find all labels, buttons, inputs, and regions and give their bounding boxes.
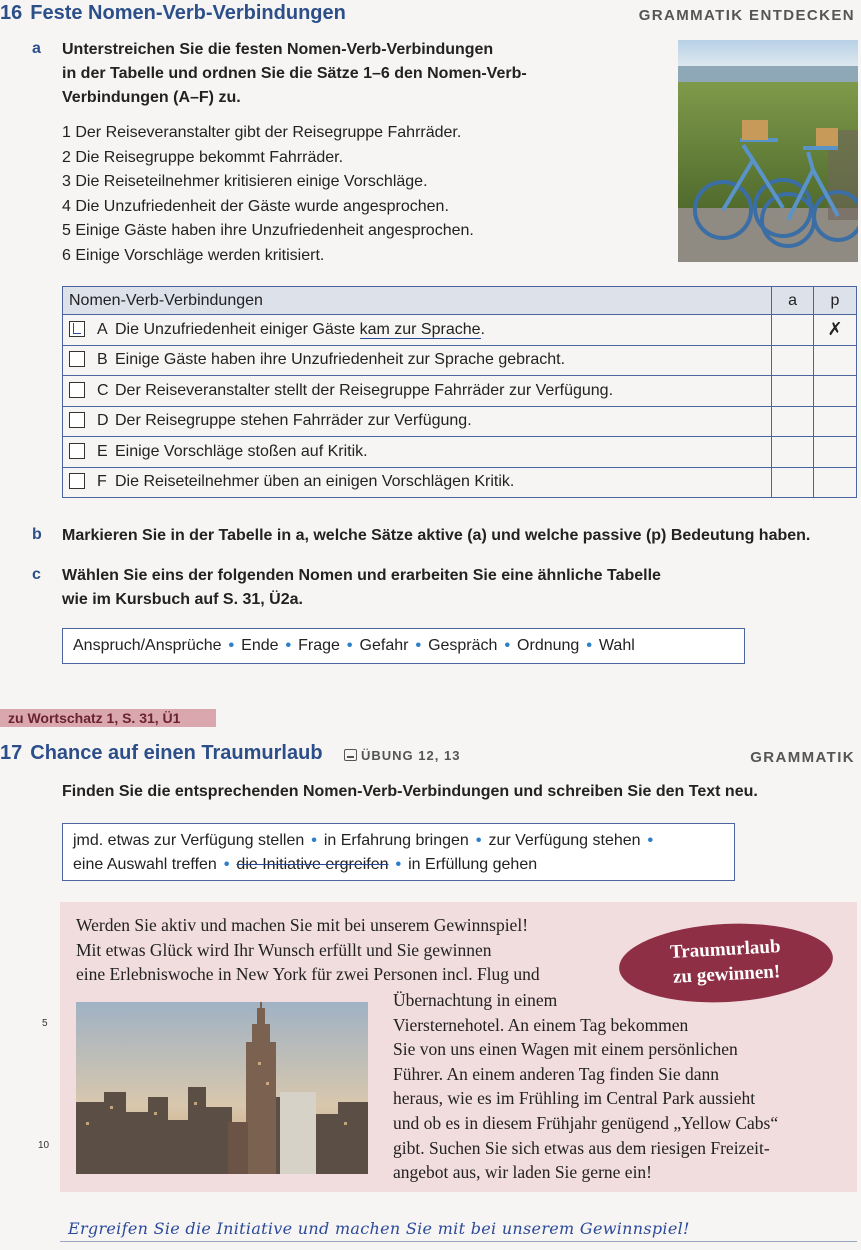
sentence-item: 3 Die Reiseteilnehmer kritisieren einige Vorschläge. xyxy=(62,173,428,191)
bullet-icon: • xyxy=(415,637,422,654)
table-row xyxy=(63,376,857,407)
text-line: Führer. An einem anderen Tag finden Sie dann xyxy=(393,1063,720,1084)
instruction-line: Unterstreichen Sie die festen Nomen-Verb-Verbindungen xyxy=(62,41,494,58)
checkbox[interactable] xyxy=(69,321,85,337)
table-header-row xyxy=(63,287,857,315)
ex17-tag: GRAMMATIK xyxy=(750,749,855,766)
row-letter: D xyxy=(97,412,109,430)
text-line: Werden Sie aktiv und machen Sie mit bei unserem Gewinnspiel! xyxy=(76,915,529,935)
ex16-a-instruction xyxy=(62,38,622,110)
table-cell xyxy=(63,376,772,407)
bullet-icon: • xyxy=(285,637,292,654)
instruction-line: Wählen Sie eins der folgenden Nomen und erarbeiten Sie eine ähnliche Tabelle xyxy=(62,567,661,584)
ex16-tag: GRAMMATIK ENTDECKEN xyxy=(638,7,855,24)
ex17-number: 17 xyxy=(0,742,23,764)
answer-cell-a[interactable] xyxy=(772,315,814,346)
phrase-item: zur Verfügung stehen xyxy=(488,832,641,849)
line-number: 5 xyxy=(42,1018,48,1029)
bullet-icon: • xyxy=(228,637,235,654)
phrase-row xyxy=(73,829,724,853)
table-cell xyxy=(63,467,772,498)
phrase-item: in Erfüllung gehen xyxy=(408,856,538,873)
bullet-icon: • xyxy=(586,637,592,654)
ex16-heading xyxy=(0,2,346,25)
row-letter: F xyxy=(97,473,107,491)
badge-line: zu gewinnen! xyxy=(672,961,781,988)
answer-cell-p[interactable] xyxy=(814,376,857,407)
ex16-b-instruction: Markieren Sie in der Tabelle in a, welche Sätze aktive (a) und welche passive (p) Bedeutung haben. xyxy=(62,527,811,544)
bullet-icon: • xyxy=(223,856,230,873)
underlined-phrase: kam zur Sprache xyxy=(359,320,481,338)
phrase-item: jmd. etwas zur Verfügung stellen xyxy=(73,832,305,849)
answer-cell-a[interactable] xyxy=(772,437,814,468)
answer-cell-p[interactable] xyxy=(814,437,857,468)
bullet-icon: • xyxy=(504,637,511,654)
row-text: Die Unzufriedenheit einiger Gäste xyxy=(115,320,360,338)
noun-item: Anspruch/Ansprüche xyxy=(73,637,222,654)
table-row xyxy=(63,406,857,437)
text-line: angebot aus, wir laden Sie gerne ein! xyxy=(393,1162,653,1183)
text-line: Übernachtung in einem xyxy=(393,990,558,1010)
sentence-item: 6 Einige Vorschläge werden kritisiert. xyxy=(62,246,325,264)
sentence-item: 1 Der Reiseveranstalter gibt der Reisegruppe Fahrräder. xyxy=(62,124,462,141)
table-cell xyxy=(63,406,772,437)
checkbox[interactable] xyxy=(69,443,85,459)
text-line: und ob es in diesem Frühjahr genügend „Yellow Cabs“ xyxy=(393,1112,779,1133)
ex16-number: 16 xyxy=(0,2,23,24)
ex16-b-letter: b xyxy=(32,526,42,543)
nomen-verb-table xyxy=(62,286,857,498)
instruction-line: wie im Kursbuch auf S. 31, Ü2a. xyxy=(62,591,303,608)
bullet-icon: • xyxy=(475,832,482,849)
table-row xyxy=(63,345,857,376)
instruction-line: Verbindungen (A–F) zu. xyxy=(62,89,241,106)
answer-cell-p[interactable] xyxy=(814,345,857,376)
answer-cell-a[interactable] xyxy=(772,345,814,376)
answer-cell-p[interactable] xyxy=(814,467,857,498)
table-header: Nomen-Verb-Verbindungen xyxy=(63,287,772,315)
noun-word-box xyxy=(62,628,745,664)
row-text: Der Reisegruppe stehen Fahrräder zur Verfügung. xyxy=(115,412,472,430)
table-header: p xyxy=(814,287,857,315)
ex16-title: Feste Nomen-Verb-Verbindungen xyxy=(30,2,346,24)
noun-item: Ordnung xyxy=(517,637,580,654)
noun-item: Gespräch xyxy=(428,637,498,654)
text-line: heraus, wie es im Frühling im Central Park aussieht xyxy=(393,1088,756,1109)
answer-cell-a[interactable] xyxy=(772,406,814,437)
sentence-item: 2 Die Reisegruppe bekommt Fahrräder. xyxy=(62,148,344,166)
table-row xyxy=(63,315,857,346)
phrase-row xyxy=(73,853,724,877)
bullet-icon: • xyxy=(311,832,317,849)
wortschatz-reference: zu Wortschatz 1, S. 31, Ü1 xyxy=(0,709,216,727)
row-text: Die Reiseteilnehmer üben an einigen Vorschlägen Kritik. xyxy=(115,473,515,491)
contest-text-top xyxy=(76,913,636,987)
ex17-instruction: Finden Sie die entsprechenden Nomen-Verb-Verbindungen und schreiben Sie den Text neu. xyxy=(62,783,758,800)
text-line: Sie von uns einen Wagen mit einem persönlichen xyxy=(393,1039,738,1060)
phrase-item: eine Auswahl treffen xyxy=(73,856,217,873)
answer-cell-a[interactable] xyxy=(772,376,814,407)
sentence-item: 4 Die Unzufriedenheit der Gäste wurde angesprochen. xyxy=(62,197,449,215)
text-line: eine Erlebniswoche in New York für zwei Personen incl. Flug und xyxy=(76,964,540,985)
table-cell xyxy=(63,315,772,346)
text-line: Viersternehotel. An einem Tag bekommen xyxy=(393,1014,689,1035)
table-cell xyxy=(63,437,772,468)
checkbox[interactable] xyxy=(69,473,85,489)
bullet-icon: • xyxy=(647,832,654,849)
line-number: 10 xyxy=(38,1140,50,1151)
checkbox[interactable] xyxy=(69,412,85,428)
checkbox[interactable] xyxy=(69,382,85,398)
bicycles-photo xyxy=(678,40,858,262)
noun-item: Frage xyxy=(298,637,340,654)
row-text-end: . xyxy=(480,320,485,338)
bullet-icon: • xyxy=(346,637,353,654)
cd-audio-icon xyxy=(344,749,357,761)
phrase-word-box xyxy=(62,823,735,881)
table-cell xyxy=(63,345,772,376)
phrase-item-crossed: die Initiative ergreifen xyxy=(236,856,389,873)
text-line: gibt. Suchen Sie sich etwas aus dem riesigen Freizeit- xyxy=(393,1137,770,1158)
ex16-c-letter: c xyxy=(32,566,41,583)
noun-item: Wahl xyxy=(598,637,635,654)
noun-item: Gefahr xyxy=(359,637,409,654)
sentence-item: 5 Einige Gäste haben ihre Unzufriedenheit angesprochen. xyxy=(62,222,474,240)
ex16-a-letter: a xyxy=(32,40,41,57)
ex17-heading xyxy=(0,742,323,765)
row-text: Einige Gäste haben ihre Unzufriedenheit zur Sprache gebracht. xyxy=(115,351,566,369)
instruction-line: in der Tabelle und ordnen Sie die Sätze 1–6 den Nomen-Verb- xyxy=(62,65,527,82)
new-york-skyline-photo xyxy=(76,1002,368,1174)
ex16-sentence-list xyxy=(62,121,662,269)
checkbox[interactable] xyxy=(69,351,85,367)
answer-cell-p[interactable] xyxy=(814,406,857,437)
table-header: a xyxy=(772,287,814,315)
answer-line xyxy=(60,1241,857,1242)
contest-text-right xyxy=(393,988,853,1185)
ex17-title: Chance auf einen Traumurlaub xyxy=(30,742,323,764)
row-letter: A xyxy=(97,320,108,338)
noun-item: Ende xyxy=(241,637,279,654)
table-row xyxy=(63,467,857,498)
row-text: Einige Vorschläge stoßen auf Kritik. xyxy=(115,442,368,460)
text-line: Mit etwas Glück wird Ihr Wunsch erfüllt und Sie gewinnen xyxy=(76,939,492,960)
answer-cell-p[interactable]: ✗ xyxy=(814,315,857,346)
row-letter: E xyxy=(97,442,108,460)
row-text: Der Reiseveranstalter stellt der Reisegruppe Fahrräder zur Verfügung. xyxy=(115,381,614,399)
ex17-uebung-ref xyxy=(344,748,460,763)
uebung-label: ÜBUNG 12, 13 xyxy=(361,748,461,763)
handwritten-answer: Ergreifen Sie die Initiative und machen Sie mit bei unserem Gewinnspiel! xyxy=(68,1219,690,1238)
table-row xyxy=(63,437,857,468)
ex16-c-instruction xyxy=(62,564,762,612)
bullet-icon: • xyxy=(395,856,402,873)
row-letter: B xyxy=(97,351,108,369)
answer-cell-a[interactable] xyxy=(772,467,814,498)
badge-line: Traumurlaub xyxy=(669,936,782,963)
row-letter: C xyxy=(97,381,109,399)
phrase-item: in Erfahrung bringen xyxy=(323,832,469,849)
